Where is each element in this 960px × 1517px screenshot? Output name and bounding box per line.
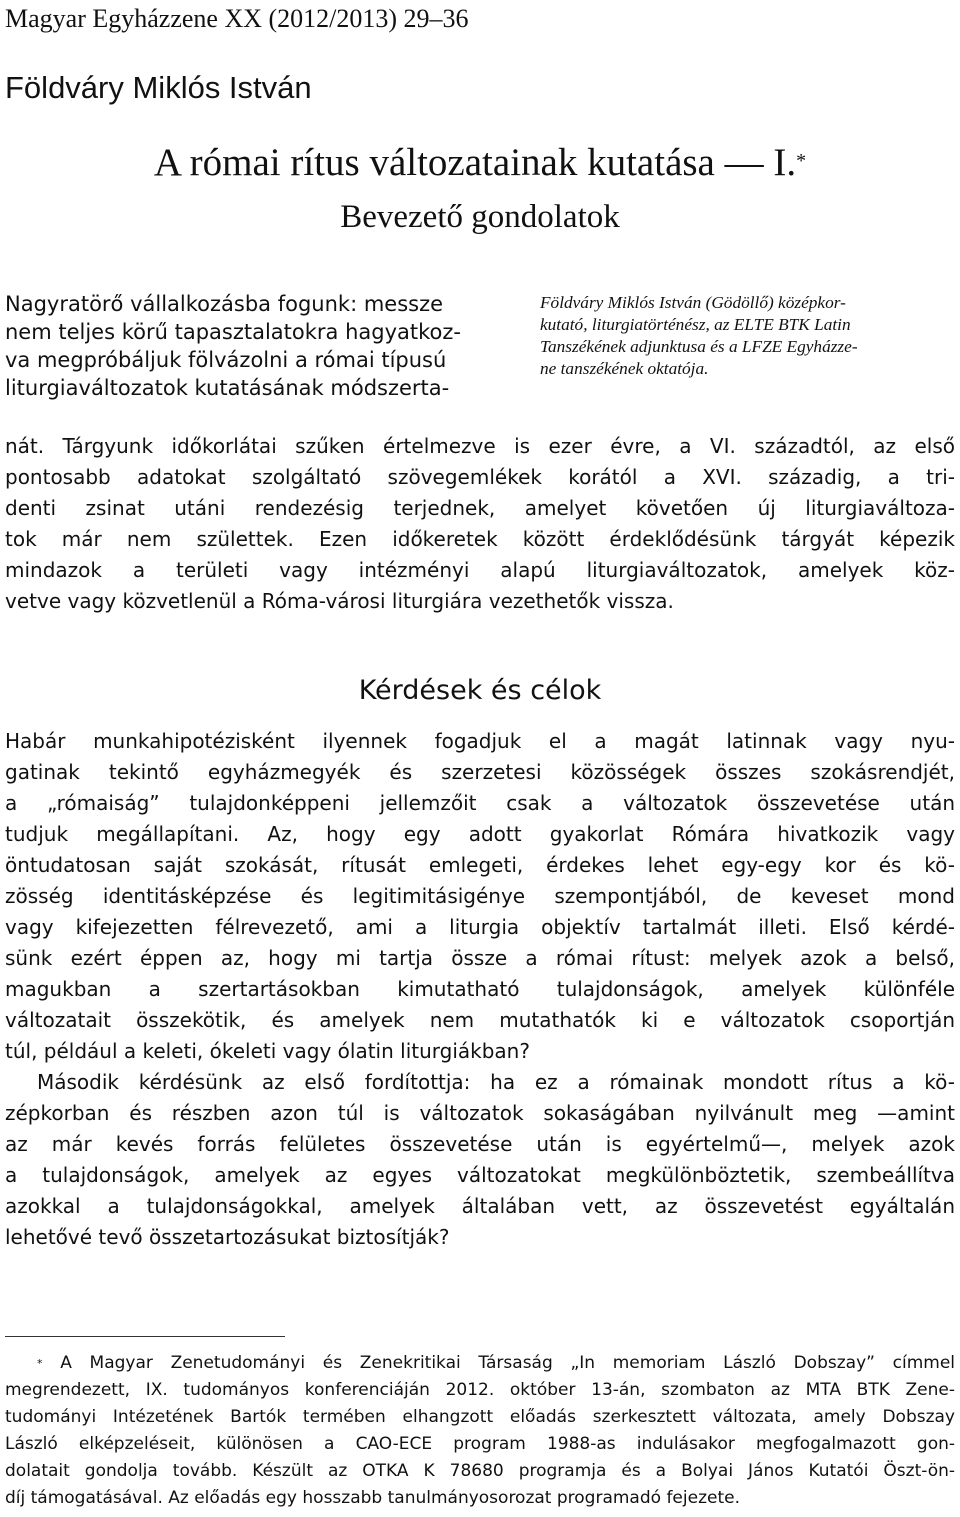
paragraph-line: lehetővé tevő összetartozásukat biztosítják? bbox=[5, 1225, 450, 1249]
footnote-line: tudományi Intézetének Bartók termében elhangzott előadás szerkesztett változata, amely Dobszay bbox=[5, 1407, 955, 1427]
paragraph-line: az már kevés forrás felületes összevetése után is egyértelmű—, melyek azok bbox=[5, 1132, 955, 1156]
paragraph-line: Második kérdésünk az első fordítottja: ha ez a rómainak mondott rítus a kö- bbox=[37, 1070, 955, 1094]
paragraph-line: sünk ezért éppen az, hogy mi tartja össze a római rítust: melyek azok a belső, bbox=[5, 946, 955, 970]
bio-line: ne tanszékének oktatója. bbox=[540, 359, 709, 378]
author-name: Földváry Miklós István bbox=[5, 70, 312, 105]
article-subtitle: Bevezető gondolatok bbox=[340, 199, 620, 235]
intro-paragraph bbox=[5, 290, 525, 402]
bio-line: Tanszékének adjunktusa és a LFZE Egyházze- bbox=[540, 337, 858, 356]
title-footnote-marker[interactable]: * bbox=[796, 150, 807, 172]
paragraph-line: denti zsinat utáni rendezésig terjednek, amelyet követően új liturgiaváltoza- bbox=[5, 496, 955, 520]
paragraph-line: túl, például a keleti, ókeleti vagy ólatin liturgiákban? bbox=[5, 1039, 530, 1063]
paragraph-line: a „rómaiság” tulajdonképpeni jellemzőit csak a változatok összevetése után bbox=[5, 791, 955, 815]
paragraph-line: pontosabb adatokat szolgáltató szövegemlékek korától a XVI. századig, a tri- bbox=[5, 465, 955, 489]
paragraph-line: vetve vagy közvetlenül a Róma-városi liturgiára vezethetők vissza. bbox=[5, 589, 674, 613]
paragraph-line: tudjuk megállapítani. Az, hogy egy adott gyakorlat Rómára hivatkozik vagy bbox=[5, 822, 955, 846]
bio-line: kutató, liturgiatörténész, az ELTE BTK Latin bbox=[540, 315, 851, 334]
paragraph-intro-continuation bbox=[5, 431, 955, 617]
paragraph-line: gatinak tekintő egyházmegyék és szerzetesi közösségek összes szokásrendjét, bbox=[5, 760, 955, 784]
article-title bbox=[0, 140, 960, 186]
intro-line: liturgiaváltozatok kutatásának módszerta- bbox=[5, 376, 450, 400]
paragraph-line: tok már nem születtek. Ezen időkeretek között érdeklődésünk tárgyát képezik bbox=[5, 527, 955, 551]
footnote-divider bbox=[5, 1336, 285, 1337]
section-heading: Kérdések és célok bbox=[358, 675, 602, 706]
footnote-line: megrendezett, IX. tudományos konferenciáján 2012. október 13-án, szombaton az MTA BTK Zene- bbox=[5, 1380, 955, 1400]
paragraph-line: öntudatosan saját szokását, rítusát emlegeti, érdekes lehet egy-egy kor és kö- bbox=[5, 853, 955, 877]
paragraph-line: Habár munkahipotézisként ilyennek fogadjuk el a magát latinnak vagy nyu- bbox=[5, 729, 955, 753]
intro-line: Nagyratörő vállalkozásba fogunk: messze bbox=[5, 292, 444, 316]
footnote-line: díj támogatásával. Az előadás egy hosszabb tanulmányosorozat programadó fejezete. bbox=[5, 1488, 740, 1508]
footnote-text: A Magyar Zenetudományi és Zenekritikai Társaság „In memoriam László Dobszay” címmel bbox=[60, 1353, 955, 1373]
running-head: Magyar Egyházzene XX (2012/2013) 29–36 bbox=[5, 4, 469, 33]
bio-line: Földváry Miklós István (Gödöllő) középkor- bbox=[540, 293, 846, 312]
author-bio bbox=[540, 292, 958, 380]
paragraph-line: mindazok a területi vagy intézményi alapú liturgiaváltozatok, amelyek köz- bbox=[5, 558, 955, 582]
paragraph-line: változatait összekötik, és amelyek nem mutathatók ki e változatok csoportján bbox=[5, 1008, 955, 1032]
paragraph-line: nát. Tárgyunk időkorlátai szűken értelmezve is ezer évre, a VI. századtól, az első bbox=[5, 434, 955, 458]
footnote-line bbox=[5, 1350, 955, 1377]
footnote bbox=[5, 1350, 955, 1512]
paragraph-line: magukban a szertartásokban kimutatható tulajdonságok, amelyek különféle bbox=[5, 977, 955, 1001]
paragraph-line: a tulajdonságok, amelyek az egyes változatokat megkülönböztetik, szembeállítva bbox=[5, 1163, 955, 1187]
footnote-marker: * bbox=[37, 1357, 43, 1370]
paragraph-line: vagy kifejezetten félrevezető, ami a liturgia objektív tartalmát illeti. Első kérdé- bbox=[5, 915, 955, 939]
intro-line: va megpróbáljuk fölvázolni a római típusú bbox=[5, 348, 447, 372]
footnote-line: dolatait gondolja tovább. Készült az OTKA K 78680 programja és a Bolyai János Kutatói Öszt-ön- bbox=[5, 1461, 955, 1481]
paragraph-questions bbox=[5, 726, 955, 1253]
paragraph-line: azokkal a tulajdonságokkal, amelyek általában vett, az összevetést egyáltalán bbox=[5, 1194, 955, 1218]
footnote-line: László elképzeléseit, különösen a CAO-ECE program 1988-as indulásakor megfogalmazott gon- bbox=[5, 1434, 955, 1454]
article-title-text: A római rítus változatainak kutatása — I. bbox=[153, 141, 797, 184]
paragraph-line: zépkorban és részben azon túl is változatok sokaságában nyilvánult meg —amint bbox=[5, 1101, 955, 1125]
paragraph-line: zösség identitásképzése és legitimitásigénye szempontjából, de keveset mond bbox=[5, 884, 955, 908]
intro-line: nem teljes körű tapasztalatokra hagyatkoz- bbox=[5, 320, 461, 344]
